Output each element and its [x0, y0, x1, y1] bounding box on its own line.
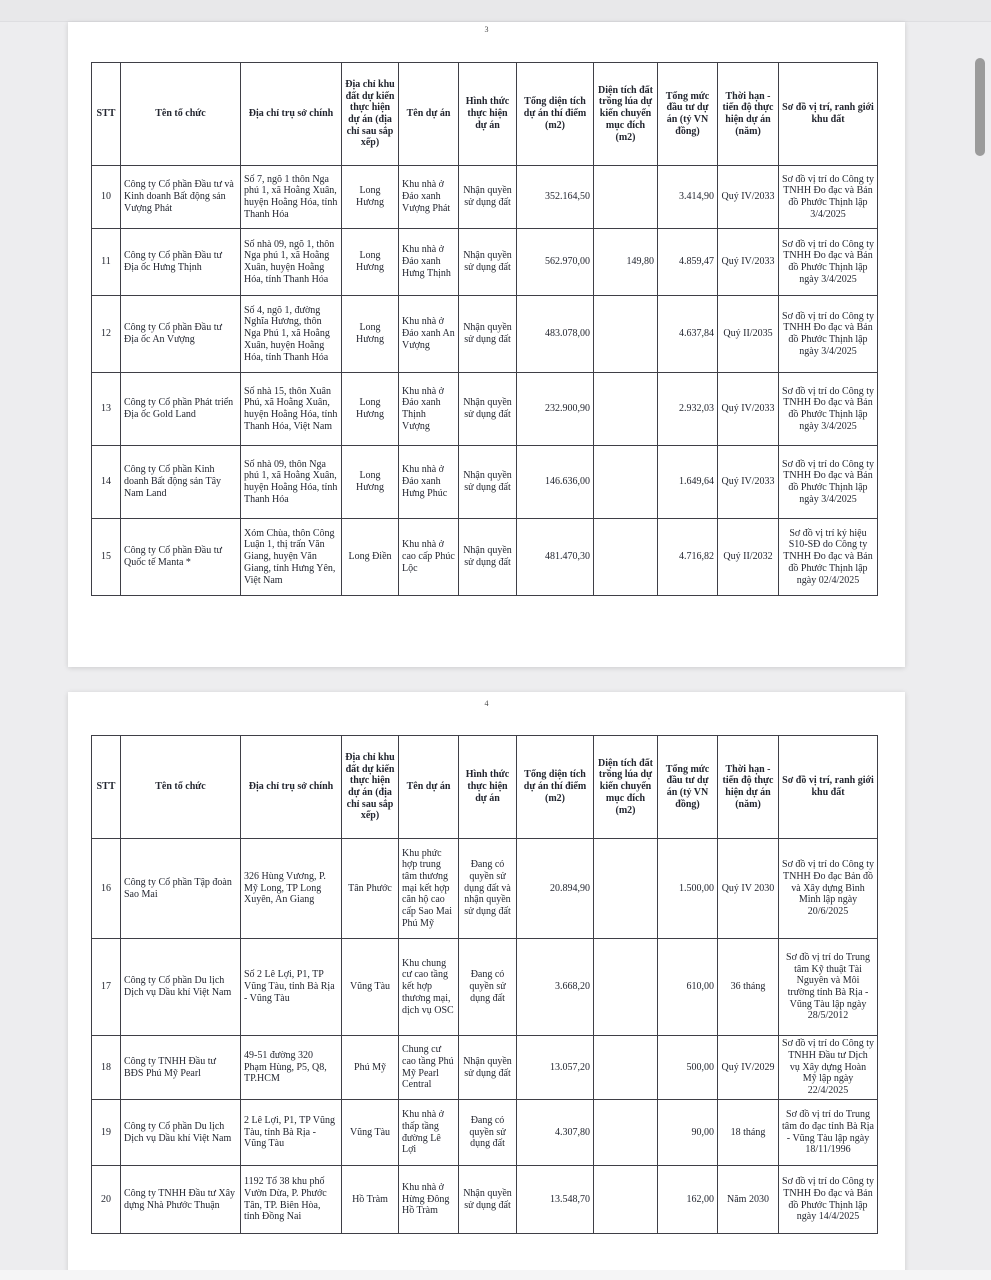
table-cell: 562.970,00 — [517, 229, 594, 296]
table-cell: Nhận quyền sử dụng đất — [459, 1166, 517, 1234]
table-cell: Phú Mỹ — [342, 1036, 399, 1100]
table-cell: Vũng Tàu — [342, 1100, 399, 1166]
table-cell: Khu nhà ở Đảo xanh Thịnh Vượng — [399, 373, 459, 446]
table-cell: 326 Hùng Vương, P. Mỹ Long, TP Long Xuyên, An Giang — [241, 839, 342, 939]
table-cell: 20 — [92, 1166, 121, 1234]
table-cell: 483.078,00 — [517, 296, 594, 373]
document-page-4 — [68, 692, 905, 1280]
table-cell — [594, 296, 658, 373]
table-cell: 20.894,90 — [517, 839, 594, 939]
table-cell — [594, 1036, 658, 1100]
page-number: 4 — [484, 699, 489, 708]
column-header: Địa chỉ khu đất dự kiến thực hiện dự án (địa chỉ sau sắp xếp) — [342, 63, 399, 166]
table-row — [92, 839, 878, 939]
table-cell: Sơ đồ vị trí do Công ty TNHH Đo đạc và Bản đồ Phước Thịnh lập ngày 3/4/2025 — [779, 296, 878, 373]
table-cell: Long Hương — [342, 446, 399, 519]
table-cell: 10 — [92, 166, 121, 229]
table-cell: 13 — [92, 373, 121, 446]
viewer-top-strip — [0, 0, 991, 22]
table-cell: Sơ đồ vị trí do Công ty TNHH Đo đạc Bản đồ và Xây dựng Bình Minh lập ngày 20/6/2025 — [779, 839, 878, 939]
table-cell — [594, 839, 658, 939]
column-header: Tên tổ chức — [121, 736, 241, 839]
table-cell: 232.900,90 — [517, 373, 594, 446]
column-header: Thời hạn - tiến độ thực hiện dự án (năm) — [718, 736, 779, 839]
column-header: Tổng mức đầu tư dự án (tỷ VN đồng) — [658, 736, 718, 839]
table-cell: Công ty Cổ phần Đầu tư và Kinh doanh Bất động sản Vượng Phát — [121, 166, 241, 229]
table-cell: Quý IV/2033 — [718, 446, 779, 519]
table-cell: Số nhà 09, ngõ 1, thôn Nga phú 1, xã Hoằng Xuân, huyện Hoằng Hóa, tỉnh Thanh Hóa — [241, 229, 342, 296]
table-cell: 49-51 đường 320 Phạm Hùng, P5, Q8, TP.HCM — [241, 1036, 342, 1100]
column-header: Diện tích đất trồng lúa dự kiến chuyển mục đích (m2) — [594, 63, 658, 166]
table-cell: 14 — [92, 446, 121, 519]
table-cell: Công ty TNHH Đầu tư BĐS Phú Mỹ Pearl — [121, 1036, 241, 1100]
table-cell — [594, 373, 658, 446]
table-cell: Long Hương — [342, 229, 399, 296]
table-cell: Nhận quyền sử dụng đất — [459, 1036, 517, 1100]
table-cell: Đang có quyền sử dụng đất và nhận quyền sử dụng đất — [459, 839, 517, 939]
table-cell: 13.548,70 — [517, 1166, 594, 1234]
table-cell: 13.057,20 — [517, 1036, 594, 1100]
table-cell: 4.637,84 — [658, 296, 718, 373]
table-row — [92, 166, 878, 229]
column-header: Diện tích đất trồng lúa dự kiến chuyển mục đích (m2) — [594, 736, 658, 839]
document-page-3 — [68, 22, 905, 667]
table-cell: Sơ đồ vị trí do Công ty TNHH Đo đạc và Bản đồ Phước Thịnh lập ngày 3/4/2025 — [779, 229, 878, 296]
table-cell: 12 — [92, 296, 121, 373]
column-header: STT — [92, 63, 121, 166]
table-row — [92, 939, 878, 1036]
table-cell: 481.470,30 — [517, 519, 594, 596]
table-cell: Quý II/2035 — [718, 296, 779, 373]
table-cell: Công ty Cổ phần Đầu tư Địa ốc An Vượng — [121, 296, 241, 373]
table-cell: 500,00 — [658, 1036, 718, 1100]
table-cell: Nhận quyền sử dụng đất — [459, 373, 517, 446]
table-cell — [594, 519, 658, 596]
table-row — [92, 519, 878, 596]
table-cell: Quý IV 2030 — [718, 839, 779, 939]
column-header: Tên dự án — [399, 736, 459, 839]
table-cell: Công ty Cổ phần Tập đoàn Sao Mai — [121, 839, 241, 939]
page-number: 3 — [484, 25, 489, 34]
column-header: STT — [92, 736, 121, 839]
table-header-row — [92, 63, 878, 166]
table-cell: 4.307,80 — [517, 1100, 594, 1166]
column-header: Tổng diện tích dự án thí điểm (m2) — [517, 736, 594, 839]
table-cell: Công ty Cổ phần Du lịch Dịch vụ Dầu khí Việt Nam — [121, 1100, 241, 1166]
table-row — [92, 373, 878, 446]
table-cell: Khu nhà ở Đảo xanh Hưng Thịnh — [399, 229, 459, 296]
table-cell: 18 — [92, 1036, 121, 1100]
table-cell: Số 7, ngõ 1 thôn Nga phú 1, xã Hoằng Xuân, huyện Hoằng Hóa, tỉnh Thanh Hóa — [241, 166, 342, 229]
table-cell: Số 2 Lê Lợi, P1, TP Vũng Tàu, tỉnh Bà Rịa - Vũng Tàu — [241, 939, 342, 1036]
table-cell: 146.636,00 — [517, 446, 594, 519]
table-cell: 4.859,47 — [658, 229, 718, 296]
table-cell — [594, 1166, 658, 1234]
column-header: Tên dự án — [399, 63, 459, 166]
table-cell: 610,00 — [658, 939, 718, 1036]
table-cell: Nhận quyền sử dụng đất — [459, 166, 517, 229]
table-cell: Sơ đồ vị trí do Công ty TNHH Đo đạc và Bản đồ Phước Thịnh lập 3/4/2025 — [779, 166, 878, 229]
table-cell: Nhận quyền sử dụng đất — [459, 519, 517, 596]
column-header: Sơ đồ vị trí, ranh giới khu đất — [779, 63, 878, 166]
table-cell: Sơ đồ vị trí do Trung tâm Kỹ thuật Tài Nguyên và Môi trường tỉnh Bà Rịa - Vũng Tàu lập ngày 28/5/2012 — [779, 939, 878, 1036]
column-header: Hình thức thực hiện dự án — [459, 63, 517, 166]
column-header: Sơ đồ vị trí, ranh giới khu đất — [779, 736, 878, 839]
table-cell: Công ty Cổ phần Phát triển Địa ốc Gold Land — [121, 373, 241, 446]
scrollbar-thumb[interactable] — [975, 58, 985, 156]
table-cell: Công ty Cổ phần Đầu tư Quốc tế Manta * — [121, 519, 241, 596]
table-cell: Long Điền — [342, 519, 399, 596]
table-cell: 162,00 — [658, 1166, 718, 1234]
table-row — [92, 296, 878, 373]
table-cell: Long Hương — [342, 166, 399, 229]
table-cell: 1.649,64 — [658, 446, 718, 519]
table-cell: 90,00 — [658, 1100, 718, 1166]
table-header-row — [92, 736, 878, 839]
column-header: Địa chỉ khu đất dự kiến thực hiện dự án (địa chỉ sau sắp xếp) — [342, 736, 399, 839]
table-cell — [594, 1100, 658, 1166]
table-cell: Nhận quyền sử dụng đất — [459, 446, 517, 519]
table-cell: Chung cư cao tầng Phú Mỹ Pearl Central — [399, 1036, 459, 1100]
table-cell: 3.668,20 — [517, 939, 594, 1036]
table-cell: 2 Lê Lợi, P1, TP Vũng Tàu, tỉnh Bà Rịa - Vũng Tàu — [241, 1100, 342, 1166]
table-cell: 36 tháng — [718, 939, 779, 1036]
column-header: Địa chỉ trụ sở chính — [241, 736, 342, 839]
table-cell: 1.500,00 — [658, 839, 718, 939]
table-cell: Khu nhà ở cao cấp Phúc Lộc — [399, 519, 459, 596]
table-cell: 11 — [92, 229, 121, 296]
table-cell: Khu phức hợp trung tâm thương mại kết hợp căn hộ cao cấp Sao Mai Phú Mỹ — [399, 839, 459, 939]
table-cell: Đang có quyền sử dụng đất — [459, 1100, 517, 1166]
projects-table-page-3 — [91, 62, 878, 596]
column-header: Tên tổ chức — [121, 63, 241, 166]
table-cell — [594, 446, 658, 519]
table-cell: Quý IV/2033 — [718, 373, 779, 446]
table-cell: Số nhà 15, thôn Xuân Phú, xã Hoằng Xuân, huyện Hoằng Hóa, tỉnh Thanh Hóa, Việt Nam — [241, 373, 342, 446]
table-cell: 18 tháng — [718, 1100, 779, 1166]
table-cell — [594, 939, 658, 1036]
table-cell: 3.414,90 — [658, 166, 718, 229]
viewer-bottom-strip — [0, 1270, 991, 1280]
column-header: Thời hạn - tiến độ thực hiện dự án (năm) — [718, 63, 779, 166]
table-cell: Khu chung cư cao tầng kết hợp thương mại, dịch vụ OSC — [399, 939, 459, 1036]
projects-table-page-4 — [91, 735, 878, 1234]
table-row — [92, 1036, 878, 1100]
table-cell: 2.932,03 — [658, 373, 718, 446]
table-cell: Quý II/2032 — [718, 519, 779, 596]
table-cell: Sơ đồ vị trí do Công ty TNHH Đầu tư Dịch vụ Xây dựng Hoàn Mỹ lập ngày 22/4/2025 — [779, 1036, 878, 1100]
table-cell: Khu nhà ở Hừng Đông Hồ Tràm — [399, 1166, 459, 1234]
table-cell: Khu nhà ở Đảo xanh Hưng Phúc — [399, 446, 459, 519]
table-cell: Sơ đồ vị trí do Công ty TNHH Đo đạc và Bản đồ Phước Thịnh lập ngày 14/4/2025 — [779, 1166, 878, 1234]
table-cell: Sơ đồ vị trí ký hiệu S10-SĐ do Công ty TNHH Đo đạc và Bản đồ Phước Thịnh lập ngày 02/4/2025 — [779, 519, 878, 596]
table-cell: Công ty Cổ phần Đầu tư Địa ốc Hưng Thịnh — [121, 229, 241, 296]
column-header: Tổng mức đầu tư dự án (tỷ VN đồng) — [658, 63, 718, 166]
table-cell: Sơ đồ vị trí do Công ty TNHH Đo đạc và Bản đồ Phước Thịnh lập ngày 3/4/2025 — [779, 446, 878, 519]
table-cell: 17 — [92, 939, 121, 1036]
table-row — [92, 229, 878, 296]
table-cell: Nhận quyền sử dụng đất — [459, 229, 517, 296]
table-cell: Khu nhà ở thấp tầng đường Lê Lợi — [399, 1100, 459, 1166]
table-cell: Năm 2030 — [718, 1166, 779, 1234]
table-cell: Số nhà 09, thôn Nga phú 1, xã Hoằng Xuân, huyện Hoằng Hóa, tỉnh Thanh Hóa — [241, 446, 342, 519]
table-cell: Công ty Cổ phần Du lịch Dịch vụ Dầu khí Việt Nam — [121, 939, 241, 1036]
table-cell: Nhận quyền sử dụng đất — [459, 296, 517, 373]
table-cell: Quý IV/2033 — [718, 229, 779, 296]
table-cell: 4.716,82 — [658, 519, 718, 596]
table-cell: Long Hương — [342, 296, 399, 373]
table-row — [92, 446, 878, 519]
table-cell: Khu nhà ở Đảo xanh An Vượng — [399, 296, 459, 373]
table-cell: Công ty TNHH Đầu tư Xây dựng Nhà Phước Thuận — [121, 1166, 241, 1234]
column-header: Hình thức thực hiện dự án — [459, 736, 517, 839]
table-cell: 19 — [92, 1100, 121, 1166]
table-cell: Xóm Chùa, thôn Công Luận 1, thị trấn Văn Giang, huyện Văn Giang, tỉnh Hưng Yên, Việt Nam — [241, 519, 342, 596]
table-cell: Vũng Tàu — [342, 939, 399, 1036]
table-cell: Khu nhà ở Đảo xanh Vượng Phát — [399, 166, 459, 229]
table-cell: Quý IV/2033 — [718, 166, 779, 229]
table-cell: Tân Phước — [342, 839, 399, 939]
table-row — [92, 1166, 878, 1234]
table-cell: 1192 Tổ 38 khu phố Vườn Dừa, P. Phước Tân, TP. Biên Hòa, tỉnh Đồng Nai — [241, 1166, 342, 1234]
table-cell: Số 4, ngõ 1, đường Nghĩa Hương, thôn Nga Phú 1, xã Hoằng Xuân, huyện Hoằng Hóa, tỉnh Thanh Hóa — [241, 296, 342, 373]
table-cell: Hồ Tràm — [342, 1166, 399, 1234]
table-cell: 16 — [92, 839, 121, 939]
column-header: Tổng diện tích dự án thí điểm (m2) — [517, 63, 594, 166]
table-cell: 149,80 — [594, 229, 658, 296]
table-cell: Sơ đồ vị trí do Trung tâm đo đạc tỉnh Bà Rịa - Vũng Tàu lập ngày 18/11/1996 — [779, 1100, 878, 1166]
table-row — [92, 1100, 878, 1166]
table-cell: Công ty Cổ phần Kinh doanh Bất động sản Tây Nam Land — [121, 446, 241, 519]
table-cell: 15 — [92, 519, 121, 596]
table-cell: Long Hương — [342, 373, 399, 446]
table-cell — [594, 166, 658, 229]
table-cell: Sơ đồ vị trí do Công ty TNHH Đo đạc và Bản đồ Phước Thịnh lập ngày 3/4/2025 — [779, 373, 878, 446]
table-cell: Đang có quyền sử dụng đất — [459, 939, 517, 1036]
table-cell: 352.164,50 — [517, 166, 594, 229]
column-header: Địa chỉ trụ sở chính — [241, 63, 342, 166]
table-cell: Quý IV/2029 — [718, 1036, 779, 1100]
